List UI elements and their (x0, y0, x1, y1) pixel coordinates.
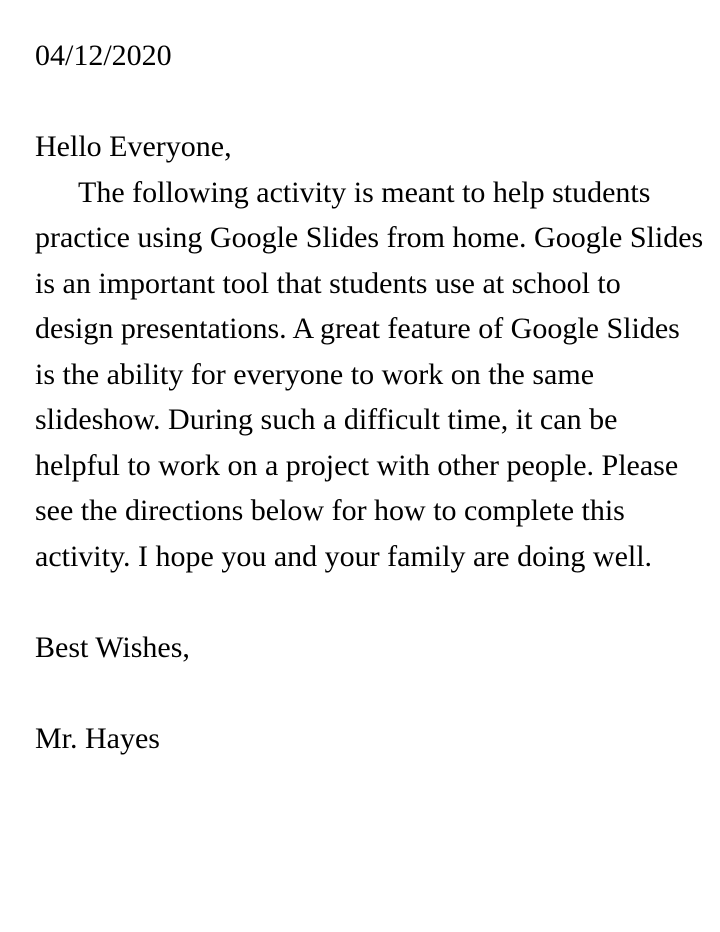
letter-body: The following activity is meant to help students practice using Google Slides from home. Google Slides is an important tool that students use at school to design presentations. A great feature of Google Slides is the ability for everyone to work on the same slideshow. During such a difficult time, it can be helpful to work on a project with other people. Please see the directions below for how to complete this activity. I hope you and your family are doing well. (35, 175, 704, 573)
spacer (35, 79, 705, 125)
letter-greeting: Hello Everyone, (35, 130, 232, 163)
letter-signature: Mr. Hayes (35, 721, 160, 755)
spacer (35, 579, 705, 625)
letter (35, 33, 705, 761)
letter-closing: Best Wishes, (35, 630, 190, 664)
spacer (35, 670, 705, 716)
letter-date: 04/12/2020 (35, 39, 172, 72)
